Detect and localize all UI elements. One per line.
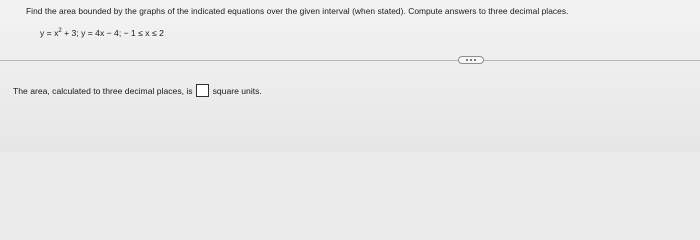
equation-part1: y = x: [40, 28, 59, 38]
answer-input[interactable]: [196, 84, 209, 97]
ellipsis-icon: [466, 59, 468, 61]
equation-part2: + 3; y = 4x − 4; − 1 ≤ x ≤ 2: [64, 28, 164, 38]
question-instructions: Find the area bounded by the graphs of the indicated equations over the given interval (when stated). Compute answers to three decimal places.: [26, 6, 569, 16]
answer-suffix: square units.: [212, 85, 262, 96]
expand-more-button[interactable]: [458, 56, 484, 64]
equation-exponent: 2: [58, 28, 62, 34]
ellipsis-dot: [470, 59, 472, 61]
section-divider: [0, 60, 700, 61]
answer-row: [13, 84, 262, 97]
answer-prefix: The area, calculated to three decimal places, is: [13, 85, 193, 96]
question-equation: [40, 28, 164, 38]
ellipsis-dot: [474, 59, 476, 61]
